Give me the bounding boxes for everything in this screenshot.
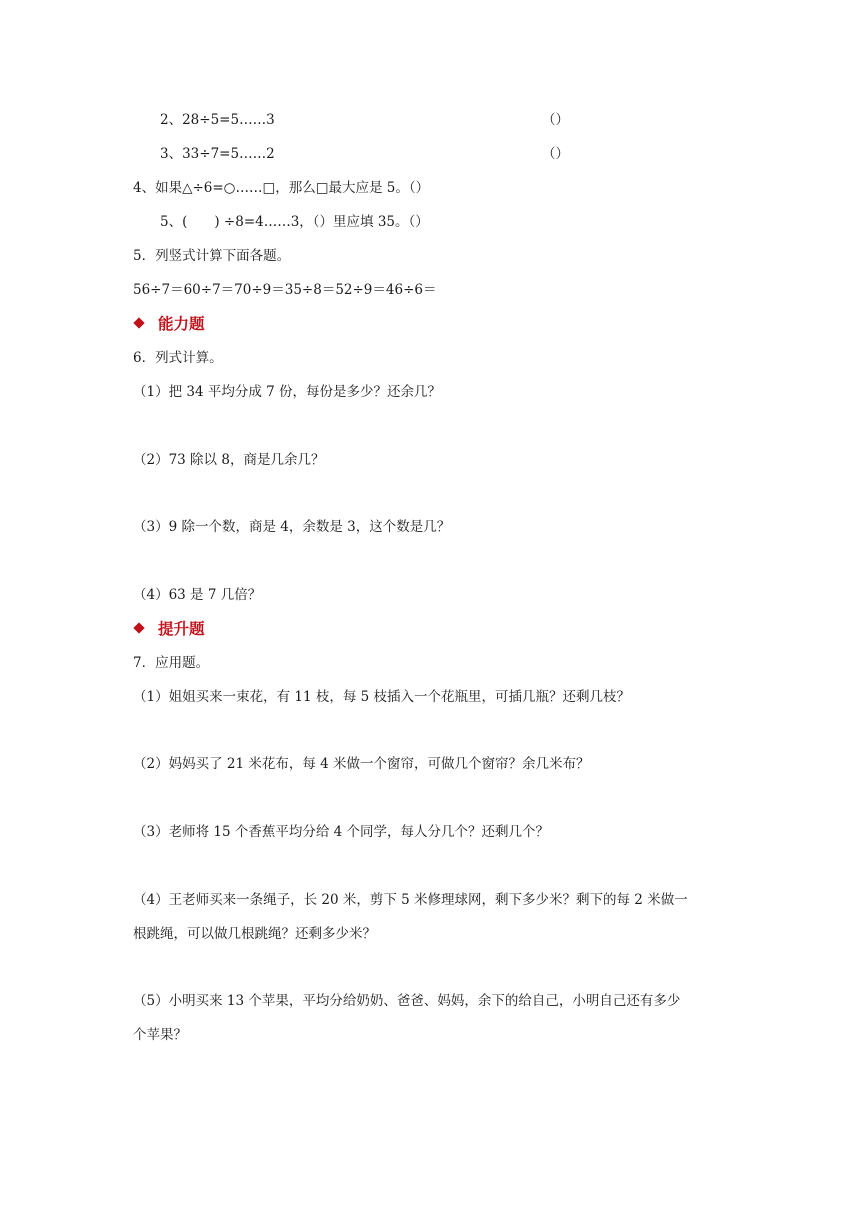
question-6-title: 6．列式计算。	[133, 350, 223, 366]
question-7-item-3: （3）老师将 15 个香蕉平均分给 4 个同学，每人分几个？还剩几个？	[133, 824, 550, 840]
question-6-item-1: （1）把 34 平均分成 7 份，每份是多少？还余几？	[133, 384, 442, 400]
question-7-item-1: （1）姐姐买来一束花，有 11 枝，每 5 枝插入一个花瓶里，可插几瓶？还剩几枝？	[133, 689, 631, 705]
question-7-item-5: （5）小明买来 13 个苹果，平均分给奶奶、爸爸、妈妈，余下的给自己，小明自己还有多少	[133, 993, 681, 1009]
section-ability	[133, 313, 205, 335]
question-7-item-2: （2）妈妈买了 21 米花布，每 4 米做一个窗帘，可做几个窗帘？余几米布？	[133, 756, 590, 772]
question-7-item-5-cont: 个苹果？	[133, 1027, 187, 1043]
question-6-item-4: （4）63 是 7 几倍？	[133, 587, 262, 603]
question-5-equations: 56÷7＝60÷7＝70÷9＝35÷8＝52÷9＝46÷6＝	[133, 282, 437, 298]
diamond-icon	[133, 317, 144, 328]
section-ability-title: 能力题	[158, 315, 205, 333]
question-5-title: 5．列竖式计算下面各题。	[133, 248, 291, 264]
judge-item-5: 5、( ) ÷8=4……3，（）里应填 35。（）	[160, 214, 429, 230]
question-7-title: 7．应用题。	[133, 655, 210, 671]
question-7-item-4-cont: 根跳绳，可以做几根跳绳？还剩多少米？	[133, 926, 376, 942]
judge-paren-2: （）	[542, 112, 569, 128]
section-improve-title: 提升题	[158, 620, 205, 638]
judge-item-2: 2、28÷5=5……3	[160, 112, 275, 128]
judge-paren-3: （）	[542, 146, 569, 162]
judge-item-3: 3、33÷7=5……2	[160, 146, 275, 162]
diamond-icon	[133, 622, 144, 633]
section-improve	[133, 618, 205, 640]
question-6-item-2: （2）73 除以 8，商是几余几？	[133, 452, 325, 468]
question-6-item-3: （3）9 除一个数，商是 4，余数是 3，这个数是几？	[133, 519, 451, 535]
judge-item-4: 4、如果△÷6=○……□，那么□最大应是 5。（）	[133, 180, 430, 196]
question-7-item-4: （4）王老师买来一条绳子，长 20 米，剪下 5 米修理球网，剩下多少米？剩下的每 2 米做一	[133, 892, 688, 908]
